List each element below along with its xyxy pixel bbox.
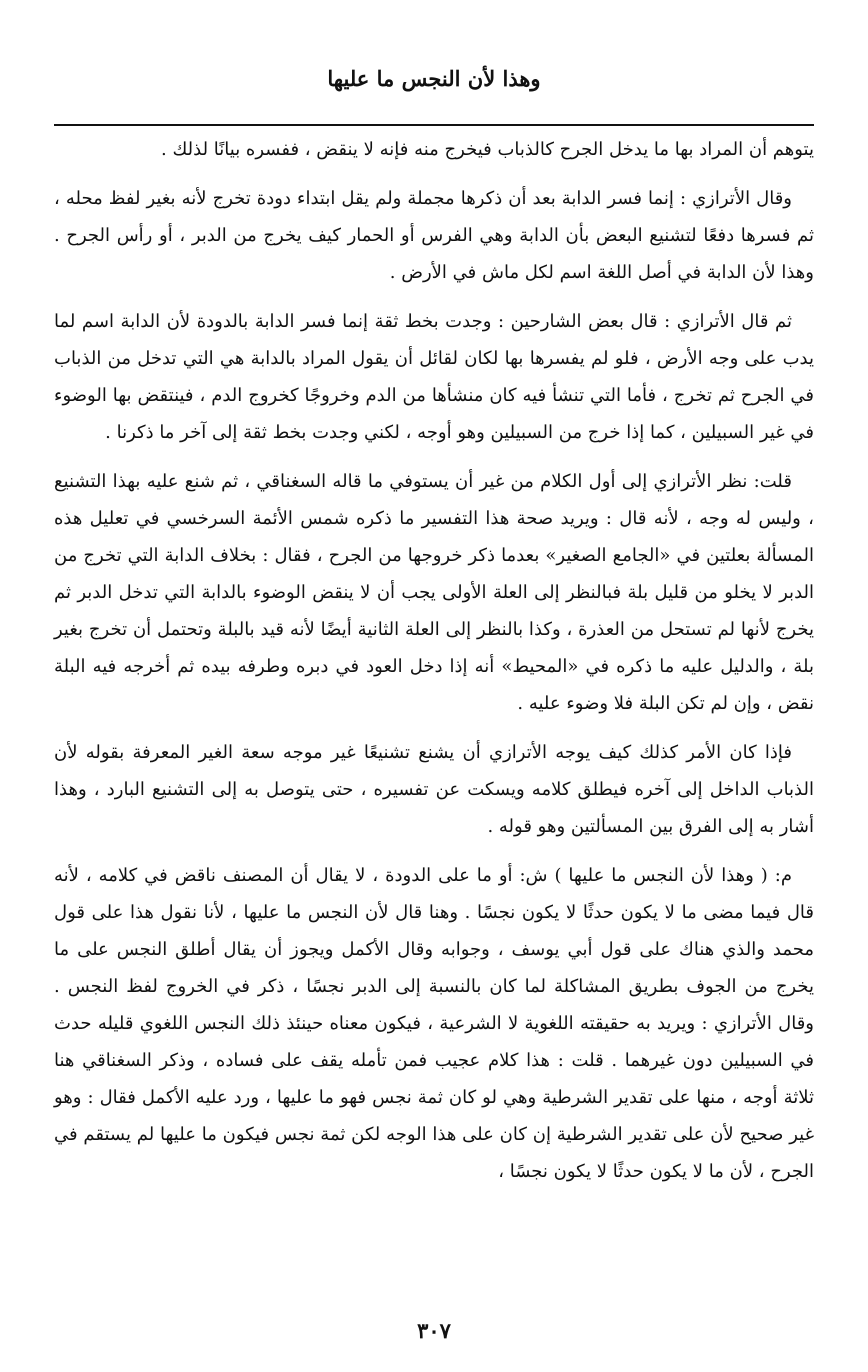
paragraph: ثم قال الأترازي : قال بعض الشارحين : وجدت بخط ثقة إنما فسر الدابة بالدودة لأن الدابة اسم لما يدب على وجه الأرض ، فلو لم يفسرها بها لكان لقائل أن يقول المراد بالدابة هي التي تدخل من الذباب في الجرح ثم تخرج ، فأما التي تنشأ فيه كان منشأها من الدم وخروجًا كخروج الدم ، فينتقض بها الوضوء في غير السبيلين ، كما إذا خرج من السبيلين وهو أوجه ، لكني وجدت بخط ثقة إلى آخر ما ذكرنا . [54,311,814,443]
paragraph: يتوهم أن المراد بها ما يدخل الجرح كالذباب فيخرج منه فإنه لا ينقض ، ففسره بيانًا لذلك . [161,139,814,160]
running-header: وهذا لأن النجس ما عليها [327,66,541,91]
paragraph: م: ( وهذا لأن النجس ما عليها ) ش: أو ما على الدودة ، لا يقال أن المصنف ناقض في كلامه ، لأنه قال فيما مضى ما لا يكون حدثًا لا يكون نجسًا . وهنا قال لأن النجس ما عليها ، لأنا نقول هذا على قول محمد والذي هناك على قول أبي يوسف ، وجوابه وقال الأكمل ويجوز أن يقال أطلق النجس على ما يخرج من الجوف بطريق المشاكلة لما كان بالنسبة إلى الدبر نجسًا ، ذكر في الخروج لفظ النجس . وقال الأترازي : ويريد به حقيقته اللغوية لا الشرعية ، فيكون معناه حينئذ ذلك النجس اللغوي قليله حدث في السبيلين دون غيرهما . قلت : هذا كلام عجيب فمن تأمله يقف على فساده ، وذكر السغناقي هنا ثلاثة أوجه ، منها على تقدير الشرطية وهي لو كان ثمة نجس فهو ما عليها ، ورد عليه الأكمل فقال : وهو غير صحيح لأن على تقدير الشرطية إن كان على هذا الوجه لكن ثمة نجس فيكون ما عليها لم يستقم في الجرح ، لأن ما لا يكون حدثًا لا يكون نجسًا ، [54,865,814,1182]
paragraph: وقال الأترازي : إنما فسر الدابة بعد أن ذكرها مجملة ولم يقل ابتداء دودة تخرج لأنه بغير لفظ محله ، ثم فسرها دفعًا لتشنيع البعض بأن الدابة وهي الفرس أو الحمار كيف يخرج من الدبر ، أو رأس الجرح . وهذا لأن الدابة في أصل اللغة اسم لكل ماش في الأرض . [54,188,814,283]
body-text [54,131,814,1202]
header-divider [54,124,814,126]
paragraph: قلت: نظر الأترازي إلى أول الكلام من غير أن يستوفي ما قاله السغناقي ، ثم شنع عليه بهذا التشنيع ، وليس له وجه ، لأنه قال : ويريد صحة هذا التفسير ما ذكره شمس الأئمة السرخسي في تعليل هذه المسألة بعلتين في «الجامع الصغير» بعدما ذكر خروجها من الجرح ، فقال : بخلاف الدابة التي تخرج من الدبر لا يخلو من قليل بلة فبالنظر إلى العلة الأولى يجب أن لا ينقض الوضوء بالدابة التي تدخل الدبر ثم يخرج لأنها لم تستحل من العذرة ، وكذا بالنظر إلى العلة الثانية أيضًا لأنه قيد بالبلة وتحتمل أن تخرج بغير بلة ، والدليل عليه ما ذكره في «المحيط» أنه إذا دخل العود في دبره وطرفه بيده ثم أخرجه فيه البلة نقض ، وإن لم تكن البلة فلا وضوء عليه . [54,471,814,714]
page-number: ٣٠٧ [417,1318,451,1343]
document-page [54,0,814,1372]
paragraph: فإذا كان الأمر كذلك كيف يوجه الأترازي أن يشنع تشنيعًا غير موجه سعة الغير المعرفة بقوله لأن الذباب الداخل إلى آخره فيطلق كلامه ويسكت عن تفسيره ، حتى يتوصل به إلى التشنيع البارد ، وهذا أشار به إلى الفرق بين المسألتين وهو قوله . [54,742,814,837]
